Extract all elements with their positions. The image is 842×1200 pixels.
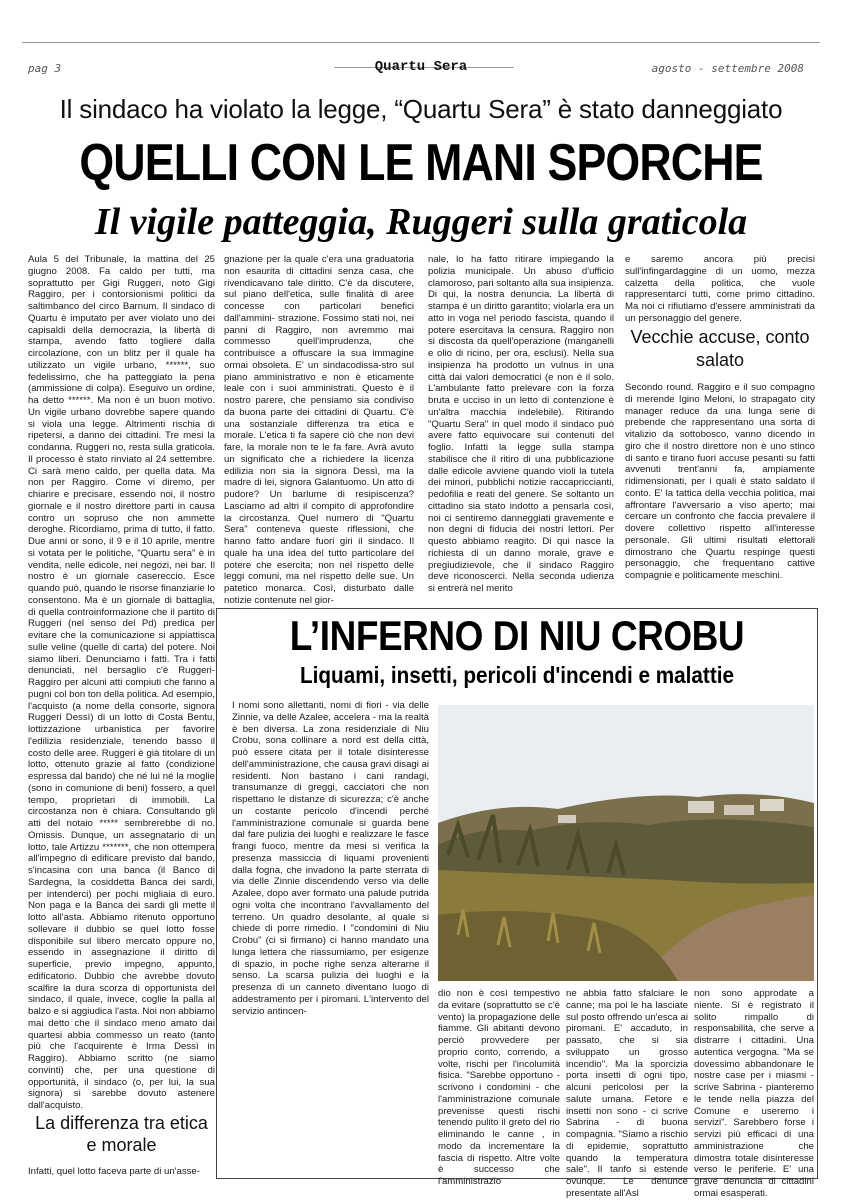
landscape-image	[438, 705, 814, 981]
page-number: pag 3	[28, 62, 62, 75]
article-subheadline: Il vigile patteggia, Ruggeri sulla graticola	[94, 201, 748, 243]
column-text: Secondo round. Raggiro e il suo compagno di merende Igino Meloni, lo strapagato city manager reduce da una lunga serie di prebende che rappresentano una sorta di vitalizio da sottobosco, vanno dicendo in giro che il nostro direttore non è uno stinco di santo e tirano fuori accuse pesanti su fatti avvenuti trent'anni fa, ampiamente ridimensionati, per i quali è stato saldato il conto. E' la tattica della vecchia politica, mai affrontare l'avversario a viso aperto; mai cercare un confronto che faccia prevalere il dovere collettivo rispetto all'interesse personale. Gli ultimi risultati elettorali dimostrano che Quartu respinge questi personaggio, che frequentano cattive compagnie e politicamente meschini.	[625, 382, 815, 581]
article-column-4a	[625, 254, 815, 326]
article-column-2	[224, 254, 414, 606]
box-column-4	[694, 988, 814, 1199]
article-kicker: Il sindaco ha violato la legge, “Quartu Sera” è stato danneggiato	[59, 94, 783, 124]
article-column-1-tail	[28, 1166, 215, 1180]
article-column-3	[428, 254, 614, 606]
column-text: e saremo ancora più precisi sull'infingardaggine di un uomo, mezza calzetta della politica, che vuole rappresentarci tutti, come primo cittadino. Ma noi ci rifiutiamo d'essere amministrati da un personaggio del genere.	[625, 254, 815, 324]
column-text: Aula 5 del Tribunale, la mattina del 25 giugno 2008. Fa caldo per tutti, ma soprattutto per Gigi Ruggeri, noto Gigi Raggiro, per i contorsionismi politici da saltimbanco del circo Barnum. Il sindaco di Quartu è imputato per aver violato uno dei capisaldi della democrazia, la libertà di stampa, avendo fatto togliere dalla circolazione, con un blitz per il quale ha utilizzato un vigile urbano, ******, suo fedelissimo, che ha patteggiato la pena (ammissione di colpa). Eseguivo un ordine, ha detto ******. Ma non è un buon motivo. Un vigile urbano dovrebbe sapere quando si viola una legge. Altrimenti rischia di ripetersi, a danno dei cittadini. Tre mesi la condanna. Ruggeri no, resta sulla graticola. Il processo è stato rinviato al 24 settembre. Ci sarà meno caldo, per quella data. Ma non per Raggiro. Come vi diremo, per chiarire e precisare, essendo noi, il nostro giornale e il nostro direttore parti in causa contro un sopruso che non ammette deroghe. Ricordiamo, prima di tutto, il fatto. Due anni or sono, il 9 e il 10 aprile, mentre si votata per le politiche, "Quartu sera" è in vendita, nelle edicole, nei negozi, nei bar. Il nostro è un giornale casereccio. Esce quando può, quando le risorse finanziarie lo consentono. Ma è un giornale di battaglia, di quella controinformazione che il partito di Ruggeri (nel senso del Pd) predica per evitare che la comunicazione si appiattisca sulle veline (quelle di carta) del potere. Noi siamo liberi. Denunciamo i fatti. Tra i fatti denunciati, nel bersaglio c'è Ruggeri-Raggiro per alcuni atti compiuti che fanno a pugni col bon ton della politica. Ad esempio, l'acquisto (a nome della consorte, signora Ruggeri Dessì) di un lotto di Costa Bentu, lottizzazione urbanistica per favorire l'edilizia residenziale, tenendo basso il costo delle aree. Ruggeri è già titolare di un lotto, ottenuto grazie al fatto (condizione espressa dal bando) che né lui né la moglie (sono in comunione di beni) fossero, a quel tempo, proprietari di immobili. La circostanza non è chiara. Consultando gli atti del notaio ***** sembrerebbe di no. Omissis. Dunque, un assegnatario di un lotto, tale Artizzu *******, che non ottempera all'impegno di edificare previsto dal bando, s'incasina con una banca (il Banco di Sardegna, la cosiddetta Banca dei sardi, per intenderci) per pochi migliaia di euro. Non paga e la Banca dei sardi gli mette il lotto all'asta. Abbiamo ritenuto opportuno sollevare il dubbio se quel lotto fosse disponibile sul libero mercato oppure no, essendo in assegnazione il diritto di superficie, previo impegno, appunto, edificatorio. Dubbio che avrebbe dovuto scalfire la dura scorza di opportunista del sindaco, il quale, invece, coglie la palla al balzo e si aggiudica l'asta. Noi non abbiamo mai detto che il sindaco meno amato dai quartesi abbia commesso un reato (tanto più che l'acquirente è Irma Dessì in Raggiro). Abbiamo scritto (ne siamo convinti) che, per una questione di opportunità, il sindaco (o, per lui, la sua signora) si sarebbe dovuto astenere dall'acquisto.	[28, 254, 215, 1111]
top-rule	[22, 42, 820, 43]
section-subhead: Vecchie accuse, conto salato	[630, 327, 810, 370]
column-text: ne abbia fatto sfalciare le canne; ma poi le ha lasciate sul posto offrendo un'esca ai piromani. E' accaduto, in passato, che si sia sviluppato un grosso incendio". Ma la sporcizia porta insetti di ogni tipo, alcuni pericolosi per la salute umana. Fetore e insetti non sono - ci scrive Sabrina - di buona compagnia. "Siamo a rischio di epidemie, soprattutto quando la temperatura sale". Il tanfo si estende ovunque. Le denunce presentate all'Asl	[566, 988, 688, 1199]
column-text: I nomi sono allettanti, nomi di fiori - via delle Zinnie, va delle Azalee, accelera - ma la realtà è ben diversa. La zona residenziale di Niu Crobu, sona collinare a nord est della città, può essere citata per il totale disinteresse dell'amministrazione, che causa gravi disagi ai residenti. Non bastano i cani randagi, transumanze di greggi, cacciatori che non rispettano le distanze di sicurezza; c'è anche un costante pericolo d'incendi perché l'amministrazione comunale si guarda bene dal fare pulizia dei luoghi e realizzare le fasce frangi fuoco, mentre da mesi si verifica la presenza massiccia di liquami provenienti dalla fogna, che invadono la parte sterrata di via delle Zinnie discendendo verso via delle Azalee, dopo aver formato una palude putrida ogni volta che incontrano l'avvallamento del terreno. Un quadro desolante, al quale si chiede di porre rimedio. I "condomini di Niu Crobu" (ci si firmano) ci hanno mandato una lunga lettera che riassumiamo, per esigenze di spazio, in poche righe senza alterarne il senso. La scarsa pulizia dei luoghi e la presenza di un canneto diventano luogo di addestramento per i piromani. L'intervento del servizio antincen-	[232, 700, 429, 1017]
column-text: Infatti, quel lotto faceva parte di un'asse-	[28, 1166, 200, 1177]
box-column-2	[438, 988, 560, 1187]
masthead: Quartu Sera	[374, 59, 468, 75]
section-subhead: La differenza tra etica e morale	[35, 1113, 208, 1155]
column-text: dio non è così tempestivo da evitare (soprattutto se c'è vento) la propagazione delle fiamme. Gli abitanti devono perciò provvedere per proprio conto, correndo, a volte, rischi per l'incolumità fisica. "Sarebbe opportuno - scrivono i condomini - che l'amministrazione comunale prevenisse questi rischi tenendo pulito il greto del rio eliminando le canne , in modo da incrementare la fascia di rispetto. Altre volte è successo che l'amministrazio	[438, 988, 560, 1187]
article-column-4b	[625, 382, 815, 606]
issue-date: agosto - settembre 2008	[651, 62, 804, 75]
column-text: nale, lo ha fatto ritirare impiegando la polizia municipale. Un abuso d'ufficio clamoroso, pari soltanto alla sua insipienza. Di qui, la nostra denuncia. La libertà di stampa è un diritto garantito; violarla era un atto in voga nel periodo fascista, quando il potere esercitava la censura. Raggiro non si discosta da quell'operazione (manganelli e olio di ricino, per ora, esclusi). Nella sua insipienza ha prodotto un vulnus in una città dai valori democratici (e non è il solo. L'ambulante fatto prelevare con la forza bruta e ucciso in un letto di contenzione è un'altra macchia indelebile). Ritirando "Quartu Sera" in quel modo il sindaco può avere fatto equivocare sui contenuti del foglio. Infatti la legge sulla stampa stabilisce che il ritiro di una pubblicazione dalle edicole avviene quando violi la tutela dei minori, pubblichi notizie raccapriccianti, pedofilia e reati del genere. Se soltanto un cittadino sia stato indotto a pensarla così, noi ci sentiremo danneggiati gravemente e non degni di fiducia dei nostri lettori. Per questo abbiamo reagito. Di qui nasce la richiesta di un danno morale, grave e pregiudizievole, che il sindaco Raggiro deve riconoscerci. Nella seconda udienza si entrerà nel merito	[428, 254, 614, 594]
column-text: gnazione per la quale c'era una graduatoria non esaurita di cittadini senza casa, che rivendicavano tale diritto. C'è da discutere, sul piano dell'etica, sulle finalità di aree concesse con particolari benefici dall'ammini- strazione. Fossimo stati noi, nei panni di Raggiro, non avremmo mai commesso quell'imprudenza, che contribuisce a offuscare la sua immagine ormai obsoleta. E' un sindacodissa-stro sul piano amministrativo e non è eticamente leale con i suoi amministrati. Questo è il nostro parere, che pensiamo sia condiviso da buona parte dei cittadini di Quartu. C'è una sostanziale differenza tra etica e morale. L'etica ti fa sapere ciò che non devi fare, la morale non te le fa fare. Avrà avuto un significato che a richiedere la licenza edilizia non sia la signora Dessì, ma la madre di lei, signora Galantuomo. Un atto di pudore? Un barlume di resipiscenza? Lasciamo ad altri il compito di approfondire la circostanza. Quel numero di "Quartu Sera" conteneva queste riflessioni, che hanno fatto andare fuori giri il sindaco. Il quale ha una idea del tutto particolare del potere che esercita; non nel rispetto delle leggi comuni, ma nel rispetto delle sue. Un patetico monarca. Così, disturbato dalle notizie contenute nel gior-	[224, 254, 414, 606]
article-column-1	[28, 254, 215, 1120]
box-column-3	[566, 988, 688, 1199]
column-text: non sono approdate a niente. Si è registrato il solito rimpallo di responsabilità, che serve a distrarre i cittadini. Una autentica vergogna. "Ma se dovessimo abbandonare le nostre case per i miasmi - scrive Sabrina - pianteremo le tende nella piazza del Comune e useremo i servizi". Sarebbero forse i servizi più efficaci di una amministrazione che dimostra totale disinteresse verso le periferie. E' una grave denuncia di cittadini ormai esasperati.	[694, 988, 814, 1199]
niu-crobu-photo	[438, 705, 814, 981]
box-headline: L’INFERNO DI NIU CROBU	[289, 612, 745, 659]
box-subheadline: Liquami, insetti, pericoli d'incendi e malattie	[300, 662, 734, 688]
article-headline: QUELLI CON LE MANI SPORCHE	[79, 134, 763, 192]
box-column-1	[232, 700, 429, 1178]
